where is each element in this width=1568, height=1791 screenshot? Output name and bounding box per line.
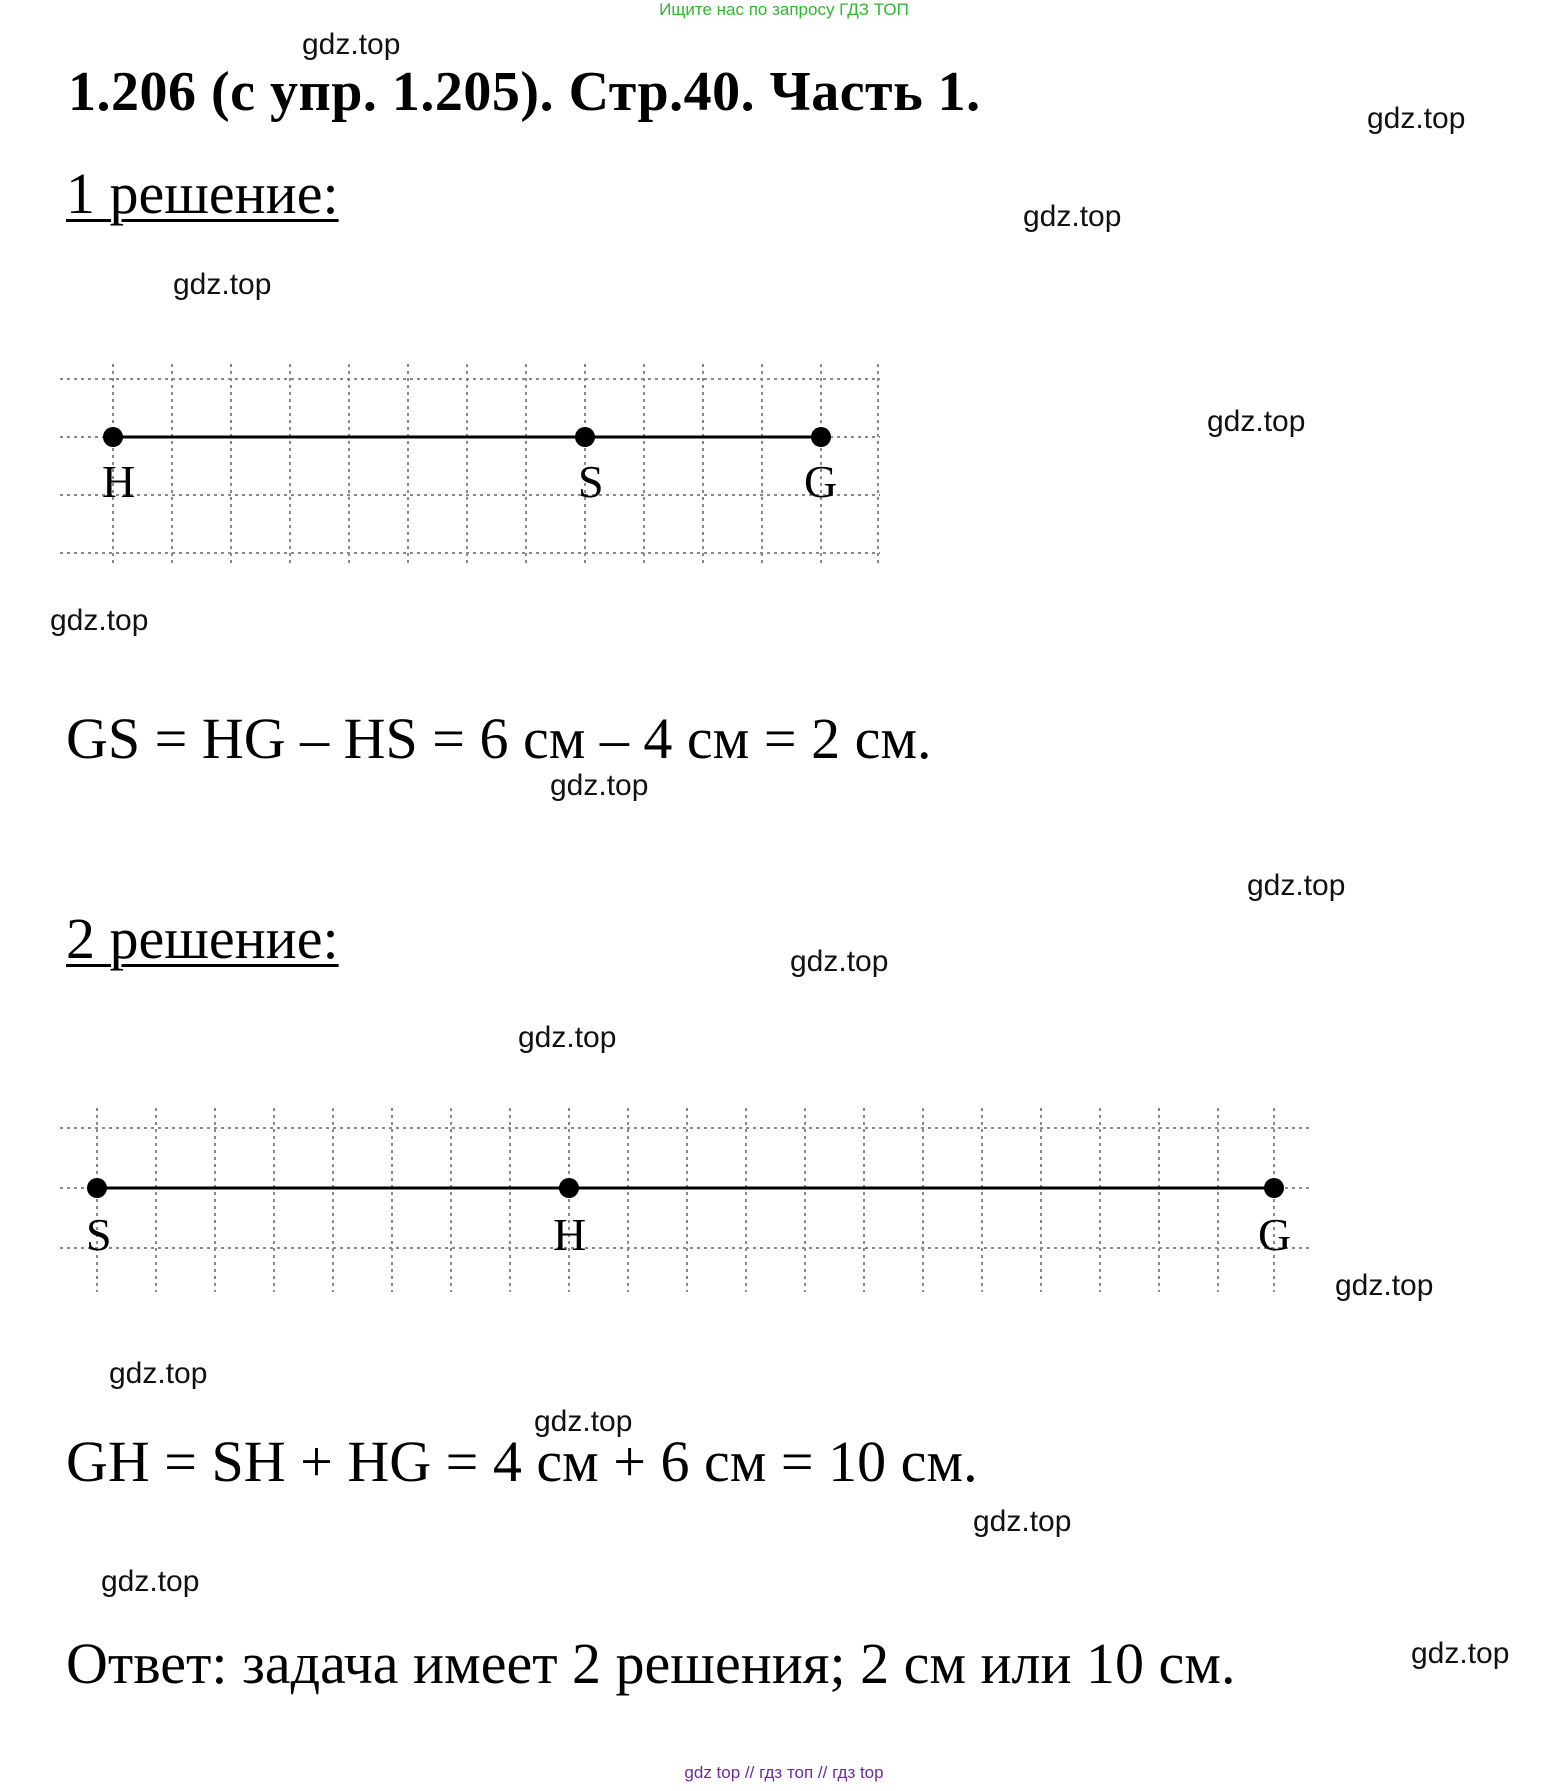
solution2-point-2 <box>559 1178 579 1198</box>
solution2-label-2: H <box>553 1209 587 1260</box>
solution2-label-1: S <box>86 1209 112 1260</box>
watermark: gdz.top <box>534 1405 633 1438</box>
solution2-label-3: G <box>1258 1209 1292 1260</box>
page-title: 1.206 (с упр. 1.205). Стр.40. Часть 1. <box>68 61 981 123</box>
answer-text: Ответ: задача имеет 2 решения; 2 см или 10 см. <box>66 1631 1236 1696</box>
watermark: gdz.top <box>1023 200 1122 233</box>
solution1-point-2 <box>575 427 595 447</box>
solution2-point-1 <box>87 1178 107 1198</box>
top-banner: Ищите нас по запросу ГДЗ ТОП <box>659 0 909 19</box>
solution2-heading: 2 решение: <box>66 906 339 971</box>
watermark: gdz.top <box>101 1565 200 1598</box>
solution1-equation: GS = HG – HS = 6 см – 4 см = 2 см. <box>66 706 932 771</box>
watermark: gdz.top <box>302 28 401 61</box>
watermark: gdz.top <box>50 604 149 637</box>
watermark: gdz.top <box>1367 102 1466 135</box>
solution1-label-2: S <box>578 456 604 507</box>
solution1-label-1: H <box>102 456 136 507</box>
solution1-grid <box>60 356 890 571</box>
footer-links: gdz top // гдз топ // гдз top <box>684 1763 884 1782</box>
solution1-heading: 1 решение: <box>66 161 339 226</box>
solution1-point-3 <box>811 427 831 447</box>
watermark: gdz.top <box>109 1357 208 1390</box>
solution2-gridlines <box>60 1108 1310 1292</box>
solution2-equation: GH = SH + HG = 4 см + 6 см = 10 см. <box>66 1429 978 1494</box>
watermark: gdz.top <box>1411 1637 1510 1670</box>
solution2-point-3 <box>1264 1178 1284 1198</box>
watermark: gdz.top <box>1335 1269 1434 1302</box>
solution1-gridlines <box>60 364 880 566</box>
solution1-label-3: G <box>804 456 838 507</box>
solution2-grid <box>60 1100 1320 1300</box>
solution1-point-1 <box>103 427 123 447</box>
watermark: gdz.top <box>1207 405 1306 438</box>
watermark: gdz.top <box>550 769 649 802</box>
watermark: gdz.top <box>518 1021 617 1054</box>
watermark: gdz.top <box>1247 869 1346 902</box>
watermark: gdz.top <box>790 945 889 978</box>
watermark: gdz.top <box>173 268 272 301</box>
watermark: gdz.top <box>973 1505 1072 1538</box>
